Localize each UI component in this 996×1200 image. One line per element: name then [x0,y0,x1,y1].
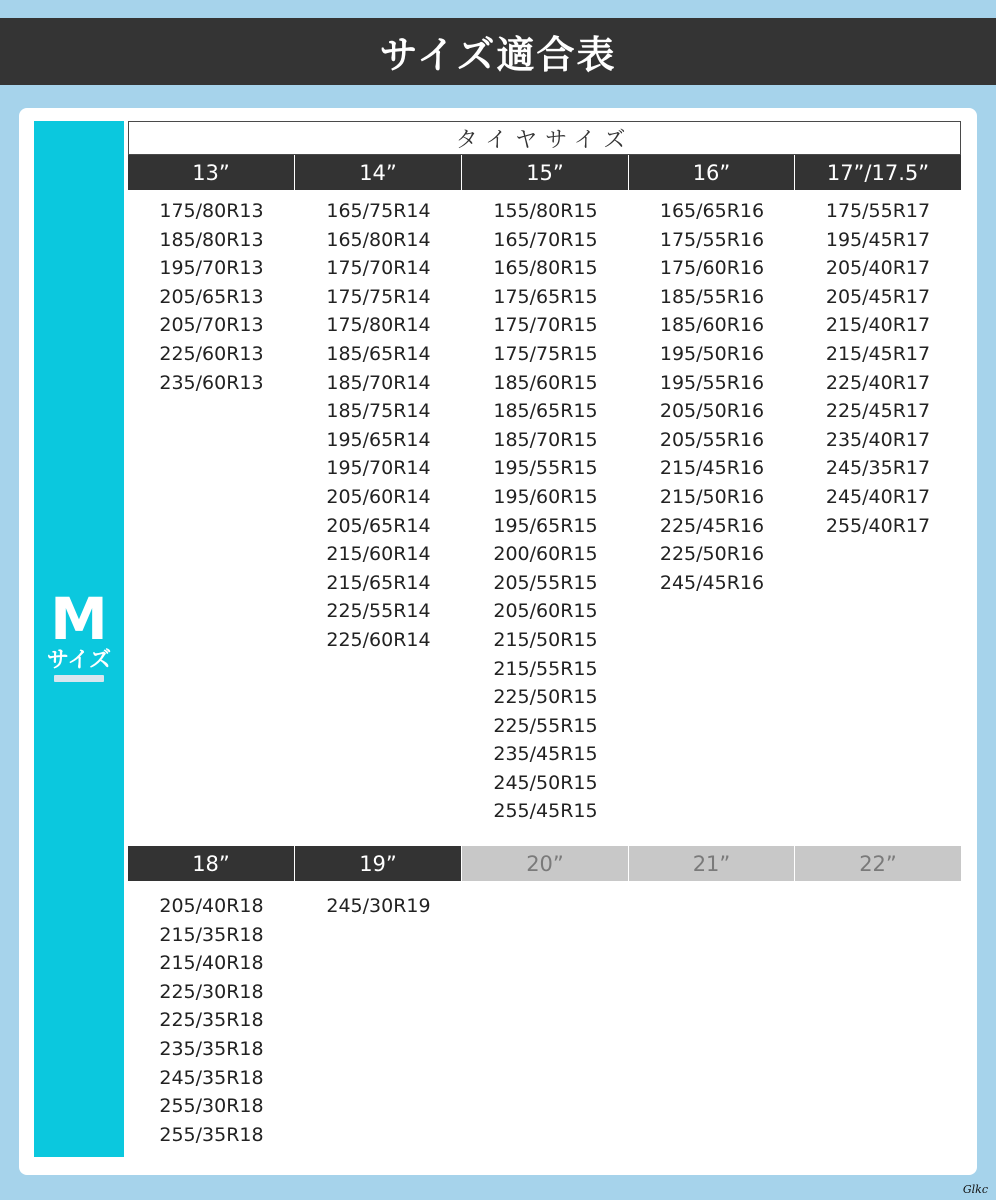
size-underline [54,675,104,682]
size-list [295,197,462,655]
tire-size-item: 205/40R17 [825,257,931,280]
tire-size-item: 165/80R15 [493,257,598,280]
rim-header: 17”/17.5” [795,155,961,190]
tire-size-item: 185/60R15 [493,371,598,394]
size-list [128,892,295,1149]
tire-size-item: 245/45R16 [659,571,765,594]
tire-size-item: 185/65R15 [493,400,598,423]
signature: Glkc [962,1183,988,1196]
tire-size-item: 245/30R19 [326,895,431,917]
tire-size-item: 195/65R15 [493,514,598,537]
tire-size-item: 175/55R17 [825,200,931,222]
tire-size-item: 255/30R18 [159,1095,264,1118]
tire-size-item: 205/60R15 [493,600,598,623]
tire-size-item: 215/50R16 [659,485,765,508]
tire-size-item: 255/40R17 [825,514,931,537]
tire-size-item: 225/60R14 [326,628,431,651]
tire-size-item: 215/45R17 [825,342,931,365]
rim-header: 19” [295,846,462,881]
tire-size-item: 225/50R16 [659,543,765,566]
rim-header: 18” [128,846,295,881]
size-list [795,197,961,540]
tire-size-item: 215/35R18 [159,923,264,946]
tire-size-item: 185/60R16 [659,314,765,337]
tire-size-item: 235/35R18 [159,1037,264,1060]
tire-size-item: 245/40R17 [825,485,931,508]
tire-size-item: 205/45R17 [825,285,931,308]
tire-size-item: 245/35R18 [159,1066,264,1089]
tire-size-header: タイヤサイズ [128,121,961,155]
tire-size-item: 175/80R14 [326,314,431,337]
tire-size-item: 255/35R18 [159,1123,264,1146]
tire-size-item: 200/60R15 [493,543,598,566]
rim-header: 20” [462,846,629,881]
tire-size-item: 235/45R15 [493,743,598,766]
tire-size-item: 205/70R13 [159,314,264,337]
rim-header-row-1 [128,155,961,190]
rim-header: 15” [462,155,629,190]
tire-size-item: 225/50R15 [493,686,598,709]
tire-size-item: 195/45R17 [825,228,931,251]
tire-size-item: 175/80R13 [159,200,264,222]
rim-header: 16” [629,155,795,190]
tire-size-item: 195/55R16 [659,371,765,394]
tire-size-item: 215/40R17 [825,314,931,337]
tire-size-item: 205/65R13 [159,285,264,308]
tire-size-item: 185/55R16 [659,285,765,308]
rim-header: 21” [629,846,795,881]
tire-size-item: 235/60R13 [159,371,264,394]
tire-size-item: 225/45R16 [659,514,765,537]
tire-size-item: 195/60R15 [493,485,598,508]
tire-size-item: 195/70R14 [326,457,431,480]
tire-size-item: 245/35R17 [825,457,931,480]
tire-size-item: 225/45R17 [825,400,931,423]
rim-header: 14” [295,155,462,190]
tire-size-item: 225/55R15 [493,714,598,737]
tire-size-item: 225/60R13 [159,342,264,365]
tire-size-item: 175/60R16 [659,257,765,280]
tire-size-item: 175/65R15 [493,285,598,308]
tire-size-item: 205/55R15 [493,571,598,594]
tire-size-item: 255/45R15 [493,800,598,823]
tire-size-item: 215/65R14 [326,571,431,594]
tire-size-item: 195/50R16 [659,342,765,365]
tire-size-item: 165/75R14 [326,200,431,222]
size-list [462,197,629,826]
tire-size-item: 175/70R15 [493,314,598,337]
tire-size-item: 185/75R14 [326,400,431,423]
tire-size-item: 205/60R14 [326,485,431,508]
tire-size-item: 215/55R15 [493,657,598,680]
rim-header: 13” [128,155,295,190]
tire-size-item: 225/30R18 [159,980,264,1003]
tire-size-item: 205/55R16 [659,428,765,451]
tire-size-item: 185/70R14 [326,371,431,394]
size-word: サイズ [46,648,112,673]
tire-size-item: 195/70R13 [159,257,264,280]
tire-size-item: 225/55R14 [326,600,431,623]
tire-size-item: 185/80R13 [159,228,264,251]
size-list [295,892,462,921]
tire-size-item: 205/50R16 [659,400,765,423]
rim-header: 22” [795,846,961,881]
tire-size-item: 195/55R15 [493,457,598,480]
size-list [629,197,795,597]
tire-size-item: 155/80R15 [493,200,598,222]
tire-size-item: 185/65R14 [326,342,431,365]
size-list [128,197,295,397]
tire-size-item: 175/55R16 [659,228,765,251]
tire-size-item: 165/70R15 [493,228,598,251]
tire-size-item: 185/70R15 [493,428,598,451]
tire-size-item: 175/70R14 [326,257,431,280]
tire-size-item: 165/65R16 [659,200,765,222]
tire-size-item: 205/40R18 [159,895,264,917]
page-title: サイズ適合表 [0,18,996,85]
tire-size-item: 165/80R14 [326,228,431,251]
tire-size-item: 215/50R15 [493,628,598,651]
tire-size-item: 245/50R15 [493,771,598,794]
tire-size-item: 235/40R17 [825,428,931,451]
tire-size-item: 205/65R14 [326,514,431,537]
tire-size-item: 225/35R18 [159,1009,264,1032]
tire-size-item: 225/40R17 [825,371,931,394]
tire-size-item: 175/75R14 [326,285,431,308]
tire-size-item: 175/75R15 [493,342,598,365]
tire-size-item: 215/60R14 [326,543,431,566]
tire-size-item: 215/40R18 [159,952,264,975]
rim-header-row-2 [128,846,961,881]
tire-size-item: 215/45R16 [659,457,765,480]
size-letter: M [50,585,108,653]
tire-size-item: 195/65R14 [326,428,431,451]
